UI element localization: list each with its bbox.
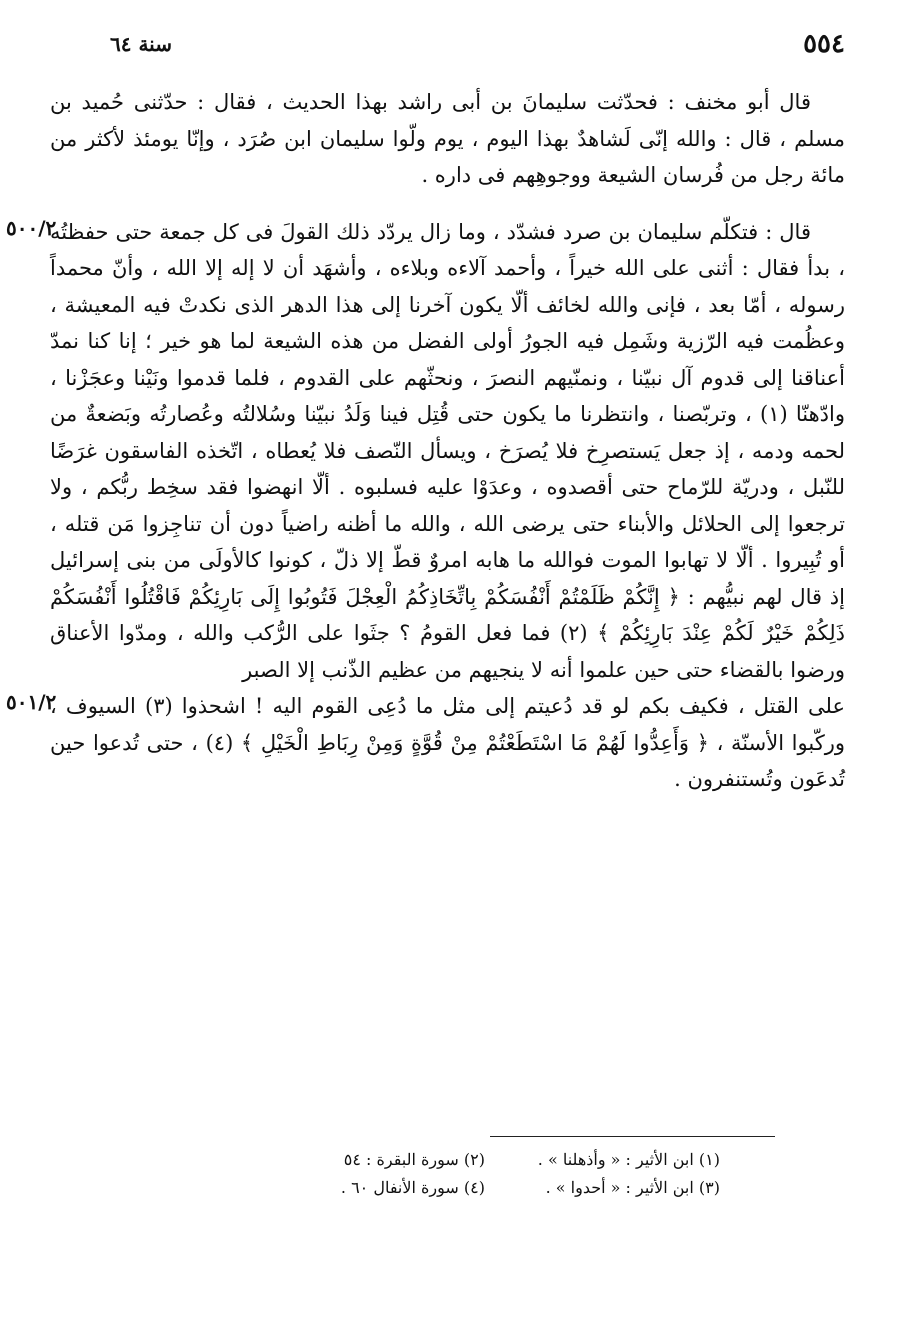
footnote-1: (١) ابن الأثير : « وأذهلنا » . bbox=[537, 1150, 720, 1169]
page-number: ٥٥٤ bbox=[803, 29, 845, 59]
paragraph-3-wrapper bbox=[6, 688, 845, 798]
footnotes bbox=[280, 1146, 720, 1202]
paragraph-1 bbox=[50, 84, 845, 194]
paragraph-3 bbox=[50, 688, 845, 798]
footnote-3: (٣) ابن الأثير : « أحدوا » . bbox=[545, 1178, 720, 1197]
footnote-2: (٢) سورة البقرة : ٥٤ bbox=[343, 1150, 485, 1169]
paragraph-2-text: قال : فتكلّم سليمان بن صرد فشدّد ، وما زال يردّد ذلك القولَ فى كل جمعة حتى حفظتُه ، بدأ فقال : أثنى على الله خيراً ، وأحمد آلاءه وبلاءه ، وأشهَد أن لا إله إلا الله ، وأنّ محمداً رسوله ، أمّا بعد ، فإنى والله لخائف ألّا يكون آخرنا إلى هذا الدهر الذى نكدتْ فيه المعيشة ، وعظُمت فيه الرّزية وشَمِل فيه الجورُ أولى الفضل من هذه الشيعة لما هو خير ؛ إنا كنا نمدّ أعناقنا إلى قدوم آل نبيّنا ، ونمنّيهم النصرَ ، ونحثّهم على القدوم ، فلما قدموا ونَيْنا وعجَزْنا ، وادّهنّا (١) ، وتربّصنا ، وانتظرنا ما يكون حتى قُتِل فينا وَلَدُ نبيّنا وسُلالتُه وعُصارتُه وبَضعةٌ من لحمه ودمه ، إذ جعل يَستصرِخ فلا يُصرَخ ، ويسأل النّصف فلا يُعطاه ، اتّخذه الفاسقون غرَضًا للنّبل ، ودريّة للرّماح حتى أقصدوه ، وعدَوْا عليه فسلبوه . ألّا انهضوا فقد سخِط ربُّكم ، ولا ترجعوا إلى الحلائل والأبناء حتى يرضى الله ، والله ما أظنه راضياً دون أن تناجِزوا مَن قتله ، أو تُبِيروا . ألّا لا تهابوا الموت فوالله ما هابه امروٌ قطّ إلا ذلّ ، كونوا كالأولَى من بنى إسرائيل إذ قال لهم نبيُّهم : ﴿ إِنَّكُمْ ظَلَمْتُمْ أَنْفُسَكُمْ بِاتِّخَاذِكُمُ الْعِجْلَ فَتُوبُوا إِلَى بَارِئِكُمْ فَاقْتُلُوا أَنْفُسَكُمْ ذَلِكُمْ خَيْرٌ لَكُمْ عِنْدَ بَارِئِكُمْ ﴾ (٢) فما فعل القومُ ؟ جثَوا على الرُّكب والله ، ومدّوا الأعناق ورضوا بالقضاء حتى حين علموا أنه لا ينجيهم من عظيم الذّنب إلا الصبر bbox=[50, 219, 845, 682]
footnote-divider bbox=[490, 1136, 775, 1137]
footnote-4: (٤) سورة الأنفال ٦٠ . bbox=[340, 1178, 485, 1197]
year-label: سنة ٦٤ bbox=[110, 32, 172, 56]
paragraph-1-text: قال أبو مخنف : فحدّثت سليمانَ بن أبى راشد بهذا الحديث ، فقال : حدّثنى حُميد بن مسلم ، قال : والله إنّى لَشاهدٌ بهذا اليوم ، يوم ولّوا سليمان ابن صُرَد ، وإنّا يومئذ لأكثر من مائة رجل من فُرسان الشيعة ووجوهِهم فى داره . bbox=[50, 90, 845, 187]
paragraph-2-wrapper bbox=[6, 214, 845, 689]
paragraph-2 bbox=[50, 214, 845, 689]
paragraph-3-text: على القتل ، فكيف بكم لو قد دُعيتم إلى مثل ما دُعِى القوم اليه ! اشحذوا (٣) السيوف ، وركّبوا الأسنّة ، ﴿ وَأَعِدُّوا لَهُمْ مَا اسْتَطَعْتُمْ مِنْ قُوَّةٍ وَمِنْ رِبَاطِ الْخَيْلِ ﴾ (٤) ، حتى تُدعوا حين تُدعَون وتُستنفرون . bbox=[50, 694, 845, 791]
running-head bbox=[110, 26, 845, 62]
body-text bbox=[6, 84, 845, 798]
paragraph-marker-501: ٥٠١/٢ bbox=[6, 690, 57, 714]
paragraph-marker-500: ٥٠٠/٢ bbox=[6, 215, 57, 240]
